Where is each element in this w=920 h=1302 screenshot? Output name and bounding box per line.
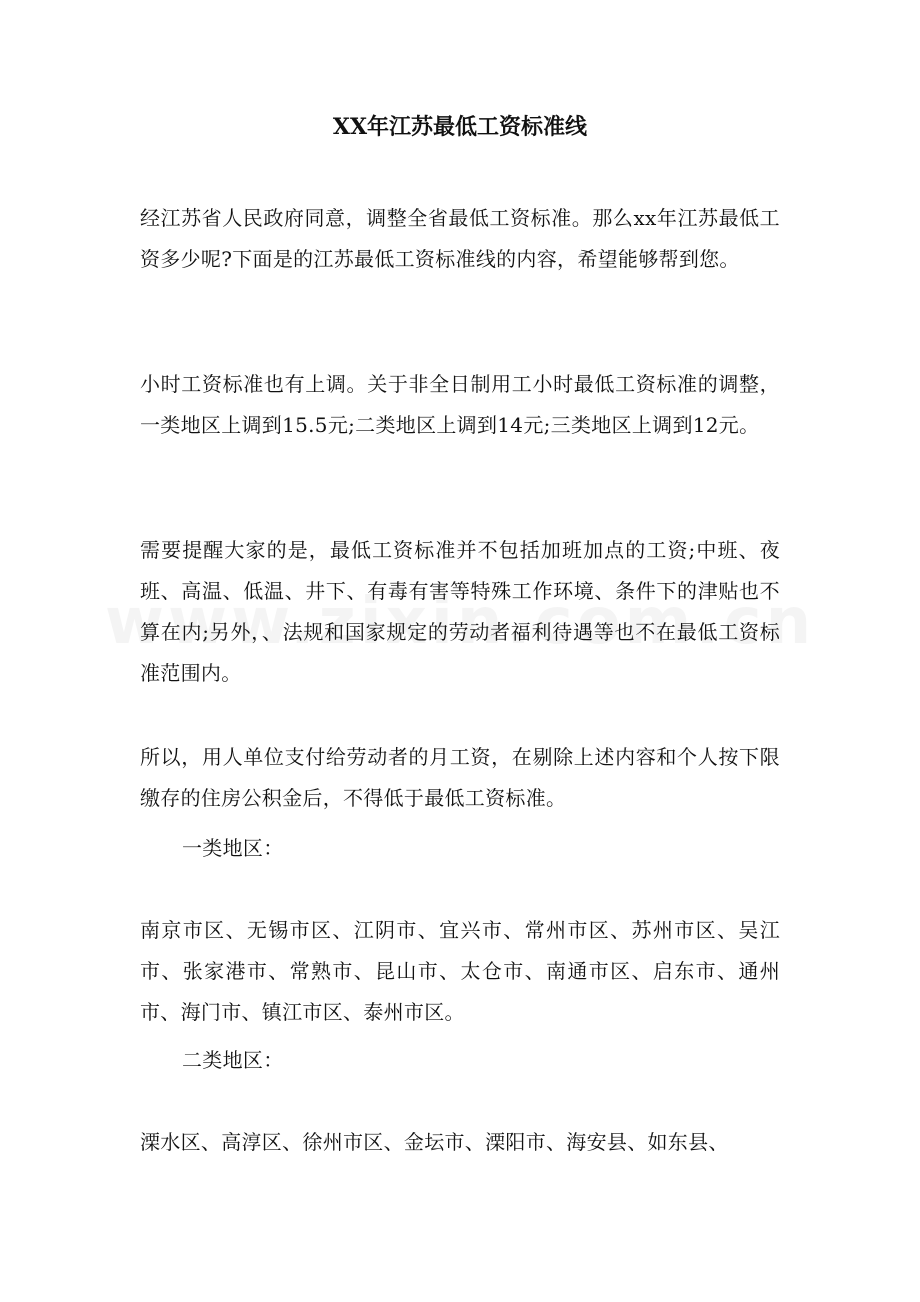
paragraph-intro: 经江苏省人民政府同意，调整全省最低工资标准。那么xx年江苏最低工资多少呢?下面是的江苏最低工资标准线的内容，希望能够帮到您。 xyxy=(140,206,780,271)
paragraph-class-1-list: 南京市区、无锡市区、江阴市、宜兴市、常州市区、苏州市区、吴江市、张家港市、常熟市、昆山市、太仓市、南通市区、启东市、通州市、海门市、镇江市区、泰州市区。 xyxy=(140,918,780,1024)
paragraph-class-2-list: 溧水区、高淳区、徐州市区、金坛市、溧阳市、海安县、如东县、 xyxy=(140,1130,729,1154)
paragraph-hourly-wage: 小时工资标准也有上调。关于非全日制用工小时最低工资标准的调整，一类地区上调到15.5元;二类地区上调到14元;三类地区上调到12元。 xyxy=(140,372,780,437)
page-title: XX年江苏最低工资标准线 xyxy=(332,114,588,140)
heading-class-2-regions: 二类地区： xyxy=(182,1048,284,1072)
heading-class-1-regions: 一类地区： xyxy=(182,836,284,860)
paragraph-exclusions: 需要提醒大家的是，最低工资标准并不包括加班加点的工资;中班、夜班、高温、低温、井下、有毒有害等特殊工作环境、条件下的津贴也不算在内;另外，、法规和国家规定的劳动者福利待遇等也不在最低工资标准范围内。 xyxy=(140,538,780,685)
paragraph-conclusion: 所以，用人单位支付给劳动者的月工资，在剔除上述内容和个人按下限缴存的住房公积金后，不得低于最低工资标准。 xyxy=(140,745,780,810)
